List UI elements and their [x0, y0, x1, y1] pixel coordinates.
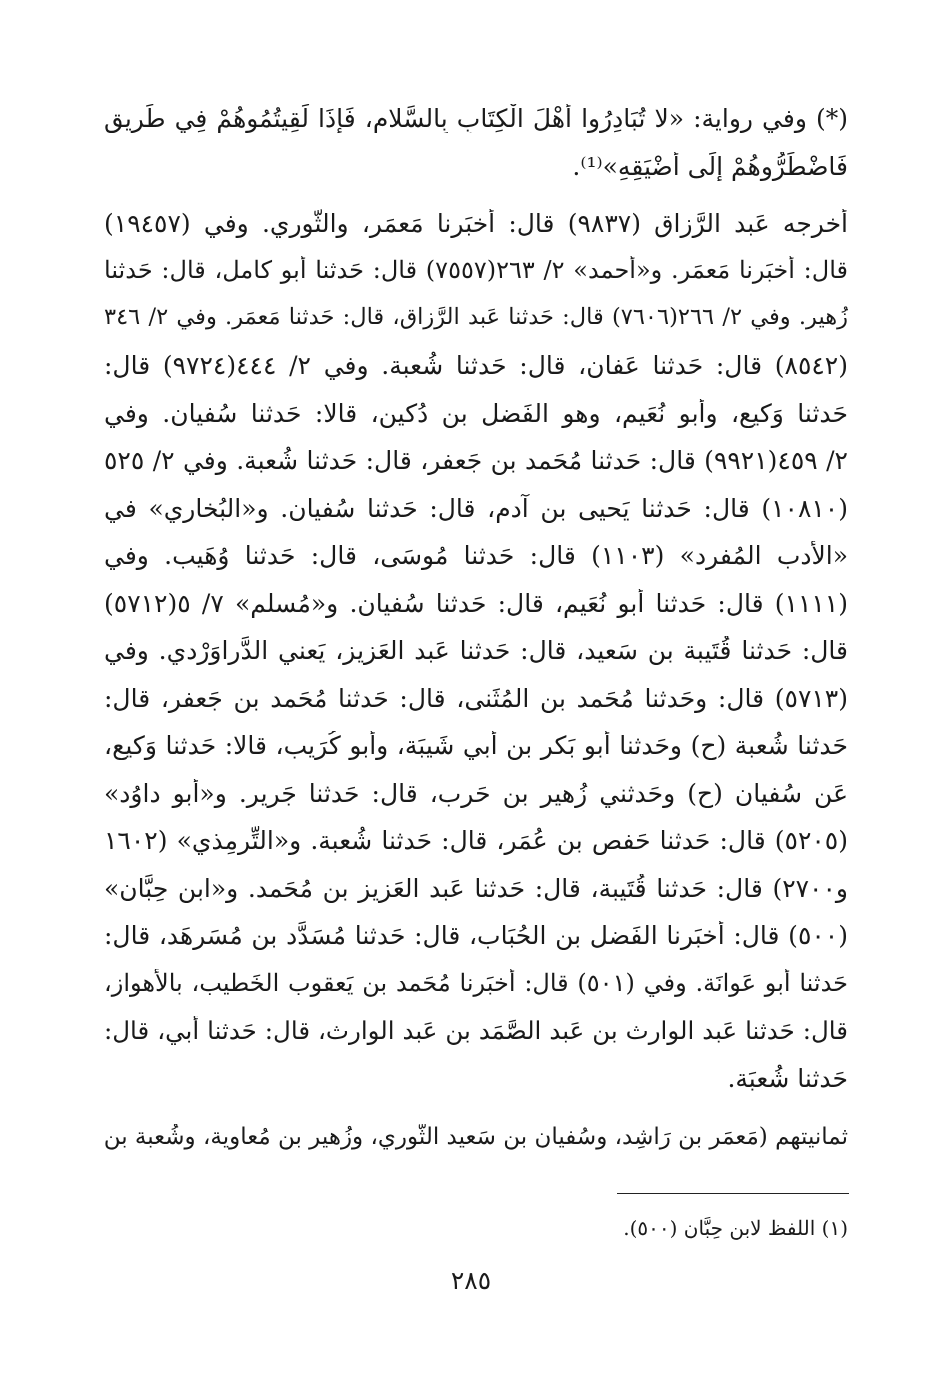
takhrij-line: حَدثنا أَبو عَوانَة. وفي (٥٠١) قال: أَخبَرنا مُحَمد بن يَعقوب الخَطيب، بالأَهواز، — [104, 969, 848, 997]
takhrij-line: (١٠٨١٠) قال: حَدثنا يَحيى بن آدم، قال: حَدثنا سُفيان. و«البُخاري» في — [104, 494, 848, 523]
takhrij-line: «الأَدب المُفرد» (١١٠٣) قال: حَدثنا مُوسَى، قال: حَدثنا وُهَيب. وفي — [104, 541, 848, 570]
takhrij-line: عَن سُفيان (ح) وحَدثني زُهير بن حَرب، قال: حَدثنا جَرير. و«أَبو داوُد» — [104, 779, 848, 808]
takhrij-line: حَدثنا وَكيع، وأَبو نُعَيم، وهو الفَضل بن دُكين، قالا: حَدثنا سُفيان. وفي — [104, 399, 848, 428]
summary-line: ثمانيتهم (مَعمَر بن رَاشِد، وسُفيان بن سَعيد الثَّوري، وزُهير بن مُعاوية، وشُعبة بن — [104, 1124, 848, 1150]
hadith-line-1: (*) وفي رواية: «لا تُبَادِرُوا أَهْلَ الْكِتَابِ بِالسَّلامِ، فَإِذَا لَقِيتُمُوهُمْ فِي طَرِيقٍ — [104, 104, 848, 133]
takhrij-line: (٥٧١٣) قال: وحَدثنا مُحَمد بن المُثَنى، قال: حَدثنا مُحَمد بن جَعفر، قال: — [104, 684, 848, 713]
takhrij-line: (٥٢٠٥) قال: حَدثنا حَفص بن عُمَر، قال: حَدثنا شُعبة. و«التِّرمِذي» (١٦٠٢ — [104, 826, 848, 855]
hadith-line-2: فَاضْطَرُّوهُمْ إِلَى أَضْيَقِهِ»⁽¹⁾. — [572, 152, 848, 181]
takhrij-line: حَدثنا شُعبة (ح) وحَدثنا أَبو بَكر بن أَبي شَيبَة، وأَبو كُرَيب، قالا: حَدثنا وَكيع، — [104, 731, 848, 760]
takhrij-line: زُهير. وفي ٢/ ٢٦٦(٧٦٠٦) قال: حَدثنا عَبد الرَّزاق، قال: حَدثنا مَعمَر. وفي ٢/ ٣٤٦ — [104, 304, 848, 330]
takhrij-line: قال: حَدثنا عَبد الوارث بن عَبد الصَّمَد بن عَبد الوارث، قال: حَدثنا أَبي، قال: — [104, 1016, 848, 1045]
takhrij-line: (٥٠٠) قال: أَخبَرنا الفَضل بن الحُبَاب، قال: حَدثنا مُسَدَّد بن مُسَرهَد، قال: — [104, 921, 848, 950]
footnote-separator — [617, 1193, 849, 1194]
page-number: ٢٨٥ — [450, 1266, 492, 1295]
takhrij-line: قال: أَخبَرنا مَعمَر. و«أَحمد» ٢/ ٢٦٣(٧٥٥٧) قال: حَدثنا أَبو كامل، قال: حَدثنا — [104, 256, 848, 284]
takhrij-line: ٢/ ٤٥٩(٩٩٢١) قال: حَدثنا مُحَمد بن جَعفر، قال: حَدثنا شُعبة. وفي ٢/ ٥٢٥ — [104, 446, 848, 475]
takhrij-line: حَدثنا شُعبَة. — [727, 1064, 848, 1093]
footnote: (١) اللفظ لابن حِبَّان (٥٠٠). — [623, 1216, 848, 1240]
takhrij-line: قال: حَدثنا قُتَيبة بن سَعيد، قال: حَدثنا عَبد العَزيز، يَعني الدَّراوَرْدي. وفي — [104, 636, 848, 665]
takhrij-line: (١١١١) قال: حَدثنا أَبو نُعَيم، قال: حَدثنا سُفيان. و«مُسلم» ٧/ ٥(٥٧١٢) — [104, 589, 848, 618]
takhrij-line: أَخرجه عَبد الرَّزاق (٩٨٣٧) قال: أَخبَرنا مَعمَر، والثَّوري. وفي (١٩٤٥٧) — [104, 209, 848, 238]
takhrij-line: (٨٥٤٢) قال: حَدثنا عَفان، قال: حَدثنا شُعبة. وفي ٢/ ٤٤٤(٩٧٢٤) قال: — [104, 351, 848, 380]
takhrij-line: و٢٧٠٠) قال: حَدثنا قُتَيبة، قال: حَدثنا عَبد العَزيز بن مُحَمد. و«ابن حِبَّان» — [104, 874, 848, 903]
